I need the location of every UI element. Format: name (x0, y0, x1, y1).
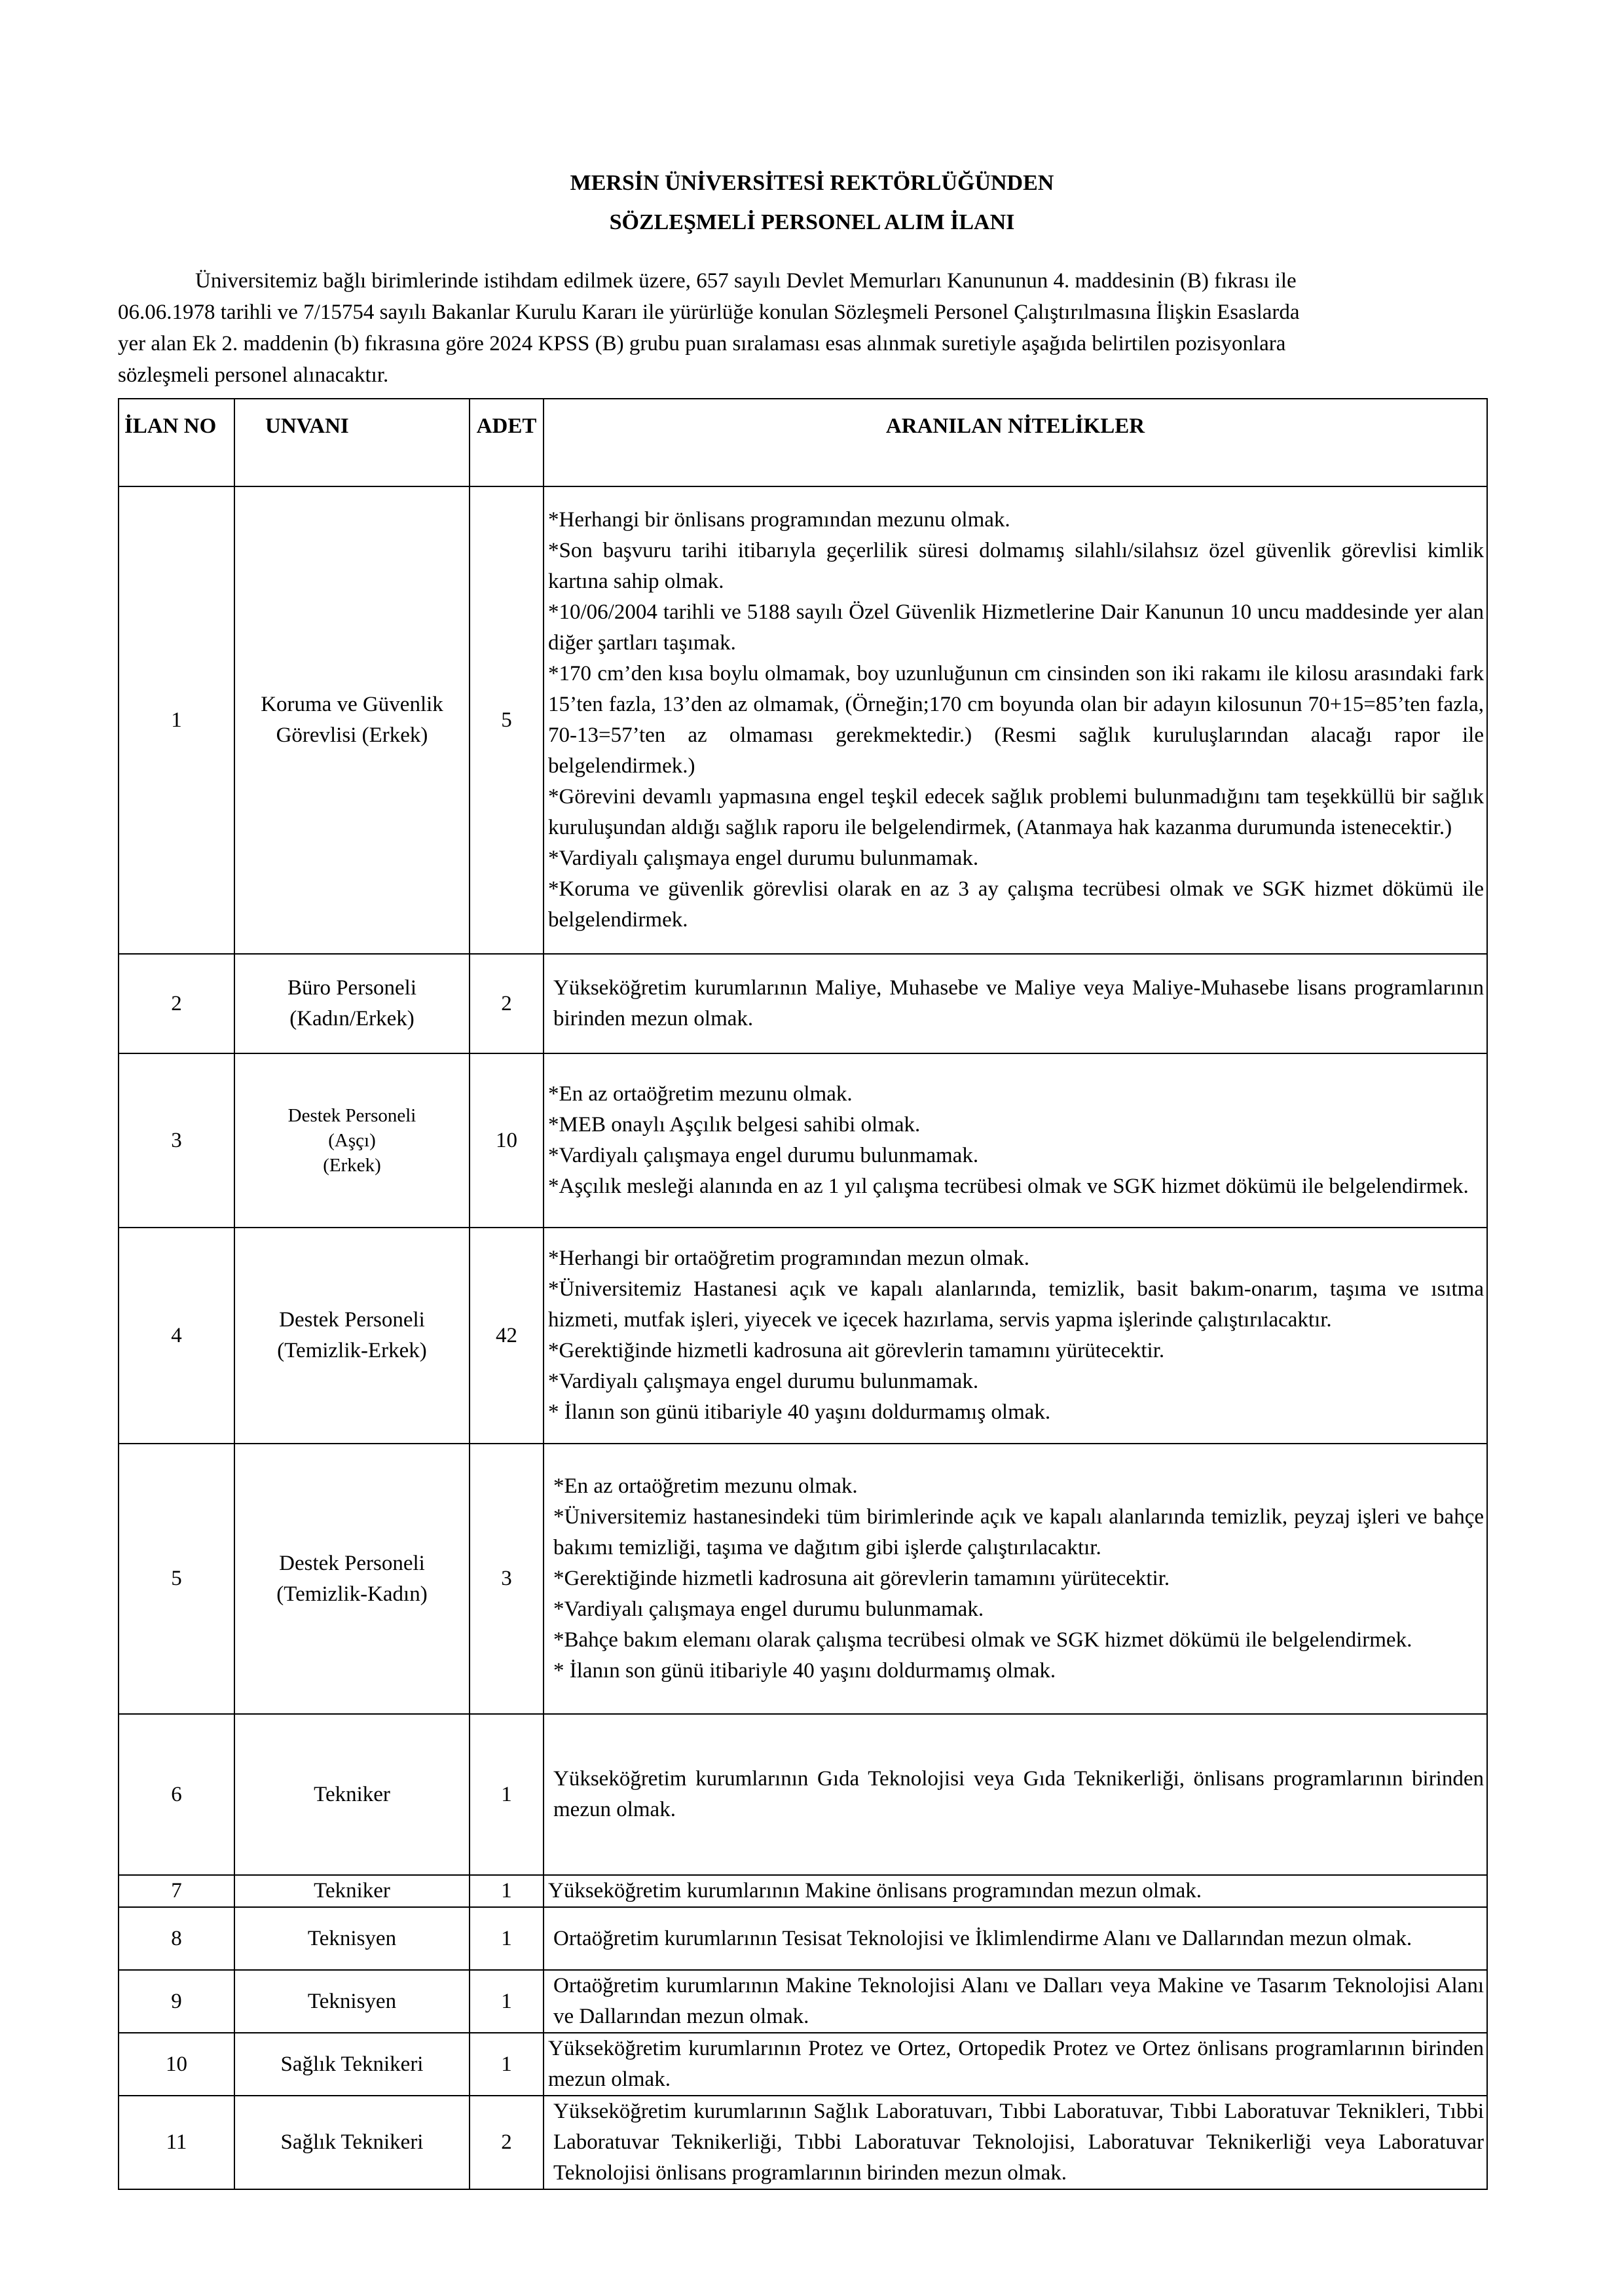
unvan-line: Görevlisi (Erkek) (276, 723, 428, 747)
table-header-row (119, 399, 1487, 486)
requirements-list (553, 1764, 1484, 1825)
cell-unvan (234, 2096, 470, 2189)
unvan-line: Destek Personeli (279, 1551, 425, 1575)
cell-adet: 1 (470, 1907, 544, 1970)
requirement-item: Ortaöğretim kurumlarının Tesisat Teknolojisi ve İklimlendirme Alanı ve Dallarından mezun olmak. (553, 1926, 1412, 1950)
cell-adet: 10 (470, 1053, 544, 1228)
cell-adet: 1 (470, 2033, 544, 2096)
cell-unvan (234, 2033, 470, 2096)
cell-ilan-no: 4 (119, 1228, 234, 1444)
requirement-item: *En az ortaöğretim mezunu olmak. (553, 1474, 858, 1498)
cell-aranilan-nitelikler (544, 1053, 1487, 1228)
intro-paragraph (118, 265, 1486, 391)
table-row (119, 1228, 1487, 1444)
unvan-line: Teknisyen (307, 1989, 397, 2013)
cell-ilan-no: 9 (119, 1970, 234, 2033)
title-institution: MERSİN ÜNİVERSİTESİ REKTÖRLÜĞÜNDEN (570, 171, 1054, 195)
intro-line: sözleşmeli personel alınacaktır. (118, 363, 389, 387)
cell-adet: 2 (470, 2096, 544, 2189)
cell-ilan-no: 2 (119, 954, 234, 1053)
requirement-item: *170 cm’den kısa boylu olmamak, boy uzunluğunun cm cinsinden son iki rakamı ile kilosu arasındaki fark 15’ten fazla, 13’den az olmamak, (Örneğin;170 cm boyunda olan bir adayın kilosunun 70+15=85’ten fazla, 70-13=57’ten az olmaması gerekmektedir.) (Resmi sağlık kuruluşlarından alacağı rapor ile belgelendirmek.) (548, 662, 1484, 778)
intro-line: yer alan Ek 2. maddenin (b) fıkrasına göre 2024 KPSS (B) grubu puan sıralaması esas alınmak suretiyle aşağıda belirtilen pozisyonlara (118, 332, 1286, 355)
cell-adet: 42 (470, 1228, 544, 1444)
table-row (119, 1714, 1487, 1875)
table-row (119, 1444, 1487, 1714)
requirements-list (548, 2033, 1484, 2095)
requirement-item: Yükseköğretim kurumlarının Gıda Teknolojisi veya Gıda Teknikerliği, önlisans programlarının birinden mezun olmak. (553, 1767, 1484, 1821)
cell-ilan-no: 3 (119, 1053, 234, 1228)
requirement-item: Yükseköğretim kurumlarının Makine önlisans programından mezun olmak. (548, 1879, 1202, 1903)
cell-aranilan-nitelikler (544, 1970, 1487, 2033)
unvan-line: Sağlık Teknikeri (280, 2130, 424, 2154)
header-ilan-no: İLAN NO (119, 399, 234, 486)
unvan-line: Tekniker (314, 1879, 390, 1903)
unvan-line: Büro Personeli (287, 976, 417, 1000)
requirements-list (553, 2096, 1484, 2189)
table-row (119, 2096, 1487, 2189)
requirements-list (553, 1923, 1484, 1954)
requirement-item: Yükseköğretim kurumlarının Maliye, Muhasebe ve Maliye veya Maliye-Muhasebe lisans programlarının birinden mezun olmak. (553, 976, 1484, 1030)
intro-line: 06.06.1978 tarihli ve 7/15754 sayılı Bakanlar Kurulu Kararı ile yürürlüğe konulan Sözleşmeli Personel Çalıştırılmasına İlişkin Esaslarda (118, 301, 1300, 324)
cell-adet: 1 (470, 1875, 544, 1907)
cell-unvan (234, 1228, 470, 1444)
cell-unvan (234, 1907, 470, 1970)
table-row (119, 1053, 1487, 1228)
requirements-list (548, 505, 1484, 936)
requirements-list (553, 1471, 1484, 1686)
unvan-line: Koruma ve Güvenlik (261, 693, 443, 716)
cell-adet: 1 (470, 1970, 544, 2033)
cell-adet: 1 (470, 1714, 544, 1875)
requirements-list (553, 1971, 1484, 2032)
cell-aranilan-nitelikler (544, 1875, 1487, 1907)
unvan-line: (Kadın/Erkek) (289, 1007, 415, 1030)
header-unvani: UNVANI (234, 399, 470, 486)
cell-aranilan-nitelikler (544, 1228, 1487, 1444)
requirement-item: *Vardiyalı çalışmaya engel durumu bulunmamak. (553, 1597, 984, 1621)
header-adet: ADET (470, 399, 544, 486)
cell-unvan (234, 1875, 470, 1907)
cell-aranilan-nitelikler (544, 2033, 1487, 2096)
cell-aranilan-nitelikler (544, 1714, 1487, 1875)
cell-ilan-no: 6 (119, 1714, 234, 1875)
table-row (119, 1875, 1487, 1907)
unvan-line: Destek Personeli (279, 1308, 425, 1332)
requirement-item: *Üniversitemiz hastanesindeki tüm birimlerinde açık ve kapalı alanlarında temizlik, peyzaj işleri ve bahçe bakımı temizliği, taşıma ve dağıtım gibi işlerde çalıştırılacaktır. (553, 1505, 1484, 1559)
header-aranilan-nitelikler: ARANILAN NİTELİKLER (544, 399, 1487, 486)
title-announcement: SÖZLEŞMELİ PERSONEL ALIM İLANI (609, 210, 1015, 234)
unvan-line: (Temizlik-Erkek) (277, 1339, 427, 1362)
requirement-item: *Aşçılık mesleği alanında en az 1 yıl çalışma tecrübesi olmak ve SGK hizmet dökümü ile belgelendirmek. (548, 1175, 1469, 1198)
table-row (119, 1970, 1487, 2033)
cell-ilan-no: 5 (119, 1444, 234, 1714)
cell-unvan (234, 1053, 470, 1228)
unvan-line: Destek Personeli (287, 1105, 416, 1126)
cell-aranilan-nitelikler (544, 1444, 1487, 1714)
requirement-item: *Gerektiğinde hizmetli kadrosuna ait görevlerin tamamını yürütecektir. (553, 1567, 1170, 1590)
unvan-line: (Aşçı) (328, 1130, 376, 1151)
cell-aranilan-nitelikler (544, 1907, 1487, 1970)
requirement-item: Ortaöğretim kurumlarının Makine Teknolojisi Alanı ve Dalları veya Makine ve Tasarım Teknolojisi Alanı ve Dallarından mezun olmak. (553, 1974, 1484, 2028)
requirements-list (553, 973, 1484, 1034)
requirement-item: *Herhangi bir önlisans programından mezunu olmak. (548, 508, 1010, 532)
requirement-item: * İlanın son günü itibariyle 40 yaşını doldurmamış olmak. (553, 1659, 1056, 1683)
requirements-list (548, 1876, 1484, 1906)
table-row (119, 486, 1487, 954)
requirement-item: *Gerektiğinde hizmetli kadrosuna ait görevlerin tamamını yürütecektir. (548, 1339, 1165, 1362)
cell-aranilan-nitelikler (544, 2096, 1487, 2189)
cell-ilan-no: 11 (119, 2096, 234, 2189)
unvan-line: Teknisyen (307, 1926, 397, 1950)
requirement-item: *MEB onaylı Aşçılık belgesi sahibi olmak. (548, 1113, 921, 1137)
requirement-item: *Vardiyalı çalışmaya engel durumu bulunmamak. (548, 1144, 979, 1167)
requirement-item: *Son başvuru tarihi itibarıyla geçerlilik süresi dolmamış silahlı/silahsız özel güvenlik görevlisi kimlik kartına sahip olmak. (548, 539, 1484, 593)
cell-ilan-no: 8 (119, 1907, 234, 1970)
cell-adet: 2 (470, 954, 544, 1053)
unvan-line: Sağlık Teknikeri (280, 2052, 424, 2076)
cell-adet: 3 (470, 1444, 544, 1714)
cell-adet: 5 (470, 486, 544, 954)
cell-aranilan-nitelikler (544, 954, 1487, 1053)
requirements-list (548, 1079, 1484, 1202)
requirement-item: *En az ortaöğretim mezunu olmak. (548, 1082, 853, 1106)
cell-unvan (234, 486, 470, 954)
unvan-line: (Erkek) (323, 1155, 381, 1176)
positions-table (118, 398, 1488, 2190)
cell-ilan-no: 7 (119, 1875, 234, 1907)
unvan-line: Tekniker (314, 1782, 390, 1806)
requirement-item: *Üniversitemiz Hastanesi açık ve kapalı alanlarında, temizlik, basit bakım-onarım, taşıma ve ısıtma hizmeti, mutfak işleri, yiyecek ve içecek hazırlama, servis yapma işlerinde çalıştırılacaktır. (548, 1277, 1484, 1332)
requirement-item: *Koruma ve güvenlik görevlisi olarak en az 3 ay çalışma tecrübesi olmak ve SGK hizmet dökümü ile belgelendirmek. (548, 877, 1484, 932)
requirement-item: Yükseköğretim kurumlarının Sağlık Laboratuvarı, Tıbbi Laboratuvar, Tıbbi Laboratuvar Teknikleri, Tıbbi Laboratuvar Teknikerliği, Tıbbi Laboratuvar Teknolojisi, Laboratuvar Teknikerliği veya Laboratuvar Teknolojisi önlisans programlarının birinden mezun olmak. (553, 2100, 1484, 2185)
cell-unvan (234, 954, 470, 1053)
requirement-item: Yükseköğretim kurumlarının Protez ve Ortez, Ortopedik Protez ve Ortez önlisans programlarının birinden mezun olmak. (548, 2037, 1484, 2091)
table-row (119, 2033, 1487, 2096)
requirement-item: *10/06/2004 tarihli ve 5188 sayılı Özel Güvenlik Hizmetlerine Dair Kanunun 10 uncu maddesinde yer alan diğer şartları taşımak. (548, 600, 1484, 655)
cell-ilan-no: 1 (119, 486, 234, 954)
requirement-item: *Bahçe bakım elemanı olarak çalışma tecrübesi olmak ve SGK hizmet dökümü ile belgelendirmek. (553, 1628, 1412, 1652)
requirement-item: *Vardiyalı çalışmaya engel durumu bulunmamak. (548, 1370, 979, 1393)
unvan-line: (Temizlik-Kadın) (276, 1582, 428, 1606)
cell-unvan (234, 1714, 470, 1875)
intro-line: Üniversitemiz bağlı birimlerinde istihdam edilmek üzere, 657 sayılı Devlet Memurları Kanununun 4. maddesinin (B) fıkrası ile (195, 269, 1297, 293)
requirement-item: *Vardiyalı çalışmaya engel durumu bulunmamak. (548, 847, 979, 870)
requirement-item: * İlanın son günü itibariyle 40 yaşını doldurmamış olmak. (548, 1400, 1051, 1424)
requirement-item: *Görevini devamlı yapmasına engel teşkil edecek sağlık problemi bulunmadığını tam teşekküllü bir sağlık kuruluşundan aldığı sağlık raporu ile belgelendirmek, (Atanmaya hak kazanma durumunda istenecektir.) (548, 785, 1484, 839)
cell-unvan (234, 1970, 470, 2033)
cell-ilan-no: 10 (119, 2033, 234, 2096)
requirement-item: *Herhangi bir ortaöğretim programından mezun olmak. (548, 1247, 1029, 1270)
requirements-list (548, 1243, 1484, 1428)
table-row (119, 1907, 1487, 1970)
table-row (119, 954, 1487, 1053)
cell-unvan (234, 1444, 470, 1714)
cell-aranilan-nitelikler (544, 486, 1487, 954)
